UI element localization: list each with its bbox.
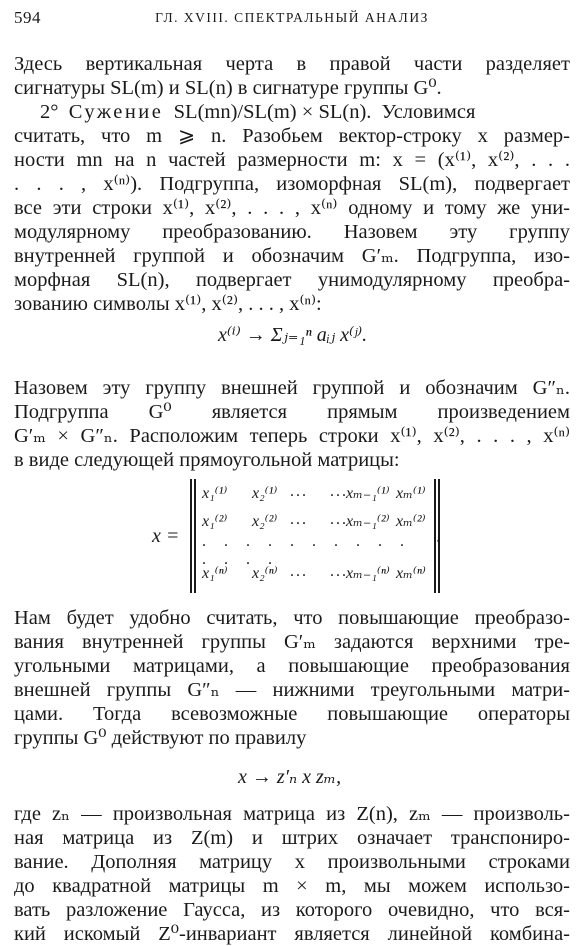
- matrix-ellipsis: ...: [330, 511, 348, 528]
- display-formula: x⁽ⁱ⁾ → Σⱼ₌₁ⁿ aᵢⱼ x⁽ʲ⁾.: [218, 324, 368, 346]
- matrix-cell: xₘ⁽¹⁾: [396, 485, 426, 502]
- running-head: ГЛ. XVIII. СПЕКТРАЛЬНЫЙ АНАЛИЗ: [155, 10, 429, 25]
- text-line: цами. Тогда всевозможные повышающие операторы: [14, 703, 570, 725]
- text-line: угольными матрицами, а повышающие преобразования: [14, 655, 570, 677]
- text-line: G′ₘ × G″ₙ. Расположим теперь строки x⁽¹⁾, x⁽²⁾, . . . , x⁽ⁿ⁾: [14, 425, 570, 447]
- matrix-cell: x₁⁽²⁾: [202, 513, 228, 530]
- text-line: внутренней группой и обозначим G′ₘ. Подгруппа, изо-: [14, 245, 570, 267]
- section-number: 2°: [40, 101, 59, 123]
- text-line: вания внутренней группы G′ₘ задаются верхними тре-: [14, 631, 570, 653]
- section-title-formula: SL(mn)/SL(m) × SL(n).: [173, 101, 372, 123]
- text-line: внешней группы G″ₙ — нижними треугольными матри-: [14, 679, 570, 701]
- text-line: Подгруппа G⁰ является прямым произведением: [14, 401, 570, 423]
- text-line: зованию символы x⁽¹⁾, x⁽²⁾, . . . , x⁽ⁿ⁾:: [14, 293, 322, 315]
- matrix-trailing-period: .: [436, 525, 441, 547]
- text-fragment: Условимся: [381, 101, 476, 123]
- page-number: 594: [14, 8, 41, 27]
- matrix-cell: x₁⁽ⁿ⁾: [202, 565, 228, 582]
- text-line: кий искомый Z⁰-инвариант является линейной комбина-: [14, 923, 570, 945]
- section-title: Сужение: [68, 101, 164, 123]
- matrix-cell: xₘ₋₁⁽²⁾: [346, 513, 390, 530]
- matrix-cell: xₘ⁽ⁿ⁾: [396, 565, 426, 582]
- text-line: Назовем эту группу внешней группой и обозначим G″ₙ.: [14, 377, 570, 399]
- matrix-cell: xₘ₋₁⁽¹⁾: [346, 485, 390, 502]
- matrix-dot-row: . . . . . . . . . . . . . .: [202, 533, 411, 568]
- section-heading-line: [40, 100, 570, 124]
- matrix-ellipsis: ...: [330, 483, 348, 500]
- matrix-cell: x₂⁽ⁿ⁾: [252, 565, 278, 582]
- matrix-ellipsis: ...: [290, 563, 308, 580]
- matrix-ellipsis: ...: [290, 483, 308, 500]
- matrix: [150, 479, 450, 597]
- matrix-cell: x₂⁽¹⁾: [252, 485, 278, 502]
- matrix-cell: xₘ⁽²⁾: [396, 513, 426, 530]
- text-line: ности mn на n частей размерности m: x = (x⁽¹⁾, x⁽²⁾, . . .: [14, 149, 570, 171]
- display-formula: x → z′ₙ x zₘ,: [238, 766, 342, 788]
- text-line: в виде следующей прямоугольной матрицы:: [14, 449, 400, 471]
- page-header: [14, 6, 570, 32]
- matrix-cell: x₁⁽¹⁾: [202, 485, 228, 502]
- text-line: сигнатуры SL(m) и SL(n) в сигнатуре группы G⁰.: [14, 77, 442, 99]
- matrix-lhs: x =: [152, 525, 180, 547]
- text-line: морфная SL(n), подвергает унимодулярному преобра-: [14, 269, 570, 291]
- matrix-cell: xₘ₋₁⁽ⁿ⁾: [346, 565, 390, 582]
- matrix-left-bar: [194, 479, 196, 593]
- text-line: все эти строки x⁽¹⁾, x⁽²⁾, . . . , x⁽ⁿ⁾ одному и тому же уни-: [14, 197, 570, 219]
- text-line: где zₙ — произвольная матрица из Z(n), zₘ — произволь-: [14, 803, 570, 825]
- text-line: Здесь вертикальная черта в правой части разделяет: [14, 53, 570, 75]
- matrix-ellipsis: ...: [330, 563, 348, 580]
- matrix-left-bar: [190, 479, 192, 593]
- text-line: вание. Дополняя матрицу x произвольными строками: [14, 851, 570, 873]
- matrix-ellipsis: ...: [290, 511, 308, 528]
- text-line: группы G⁰ действуют по правилу: [14, 727, 307, 749]
- text-line: считать, что m ⩾ n. Разобьем вектор-строку x размер-: [14, 125, 570, 147]
- text-line: Нам будет удобно считать, что повышающие преобразо-: [14, 607, 570, 629]
- text-line: до квадратной матрицы m × m, мы можем использо-: [14, 875, 570, 897]
- text-line: . . . , x⁽ⁿ⁾). Подгруппа, изоморфная SL(m), подвергает: [14, 173, 570, 195]
- text-line: ная матрица из Z(m) и штрих означает транспониро-: [14, 827, 570, 849]
- matrix-cell: x₂⁽²⁾: [252, 513, 278, 530]
- text-line: вать разложение Гаусса, из которого очевидно, что вся-: [14, 899, 570, 921]
- text-line: модулярному преобразованию. Назовем эту группу: [14, 221, 570, 243]
